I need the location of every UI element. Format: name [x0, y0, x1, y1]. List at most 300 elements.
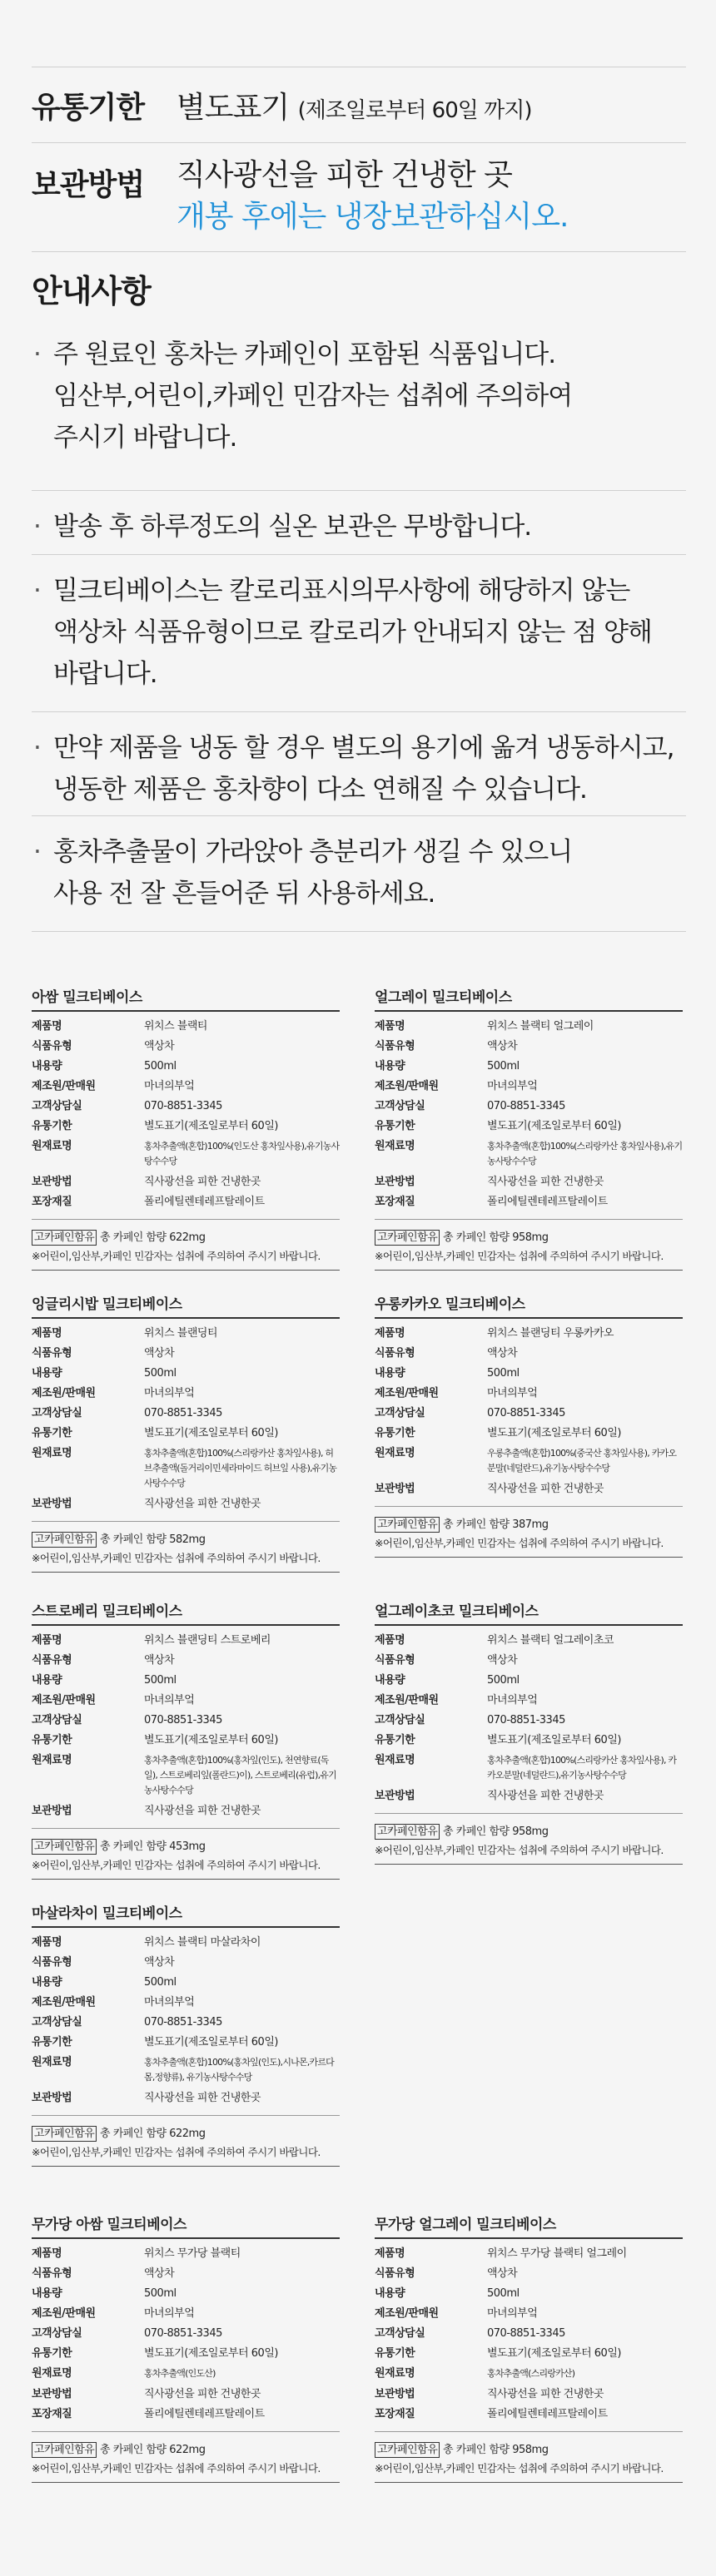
- spec-value: 별도표기(제조일로부터 60일): [487, 1427, 621, 1439]
- spec-row: [375, 1671, 683, 1691]
- spec-label: 식품유형: [375, 1347, 415, 1360]
- spec-row: [375, 1691, 683, 1711]
- guide-title: 안내사항: [32, 273, 151, 310]
- spec-value: 직사광선을 피한 건냉한곳: [487, 2388, 604, 2400]
- spec-label: 고객상담실: [32, 1714, 82, 1726]
- spec-value: 마녀의부엌: [487, 2307, 538, 2320]
- spec-value: 폴리에틸렌테레프탈레이트: [487, 1196, 608, 1208]
- spec-value: 액상차: [487, 1654, 518, 1667]
- spec-divider: [32, 1219, 340, 1220]
- product-card: [375, 2212, 683, 2483]
- spec-row: [375, 1384, 683, 1404]
- spec-row: [32, 1037, 340, 1057]
- bullet-dot: ·: [33, 733, 41, 763]
- spec-label: 내용량: [375, 2287, 405, 2300]
- spec-value: 마녀의부엌: [144, 1996, 195, 2009]
- spec-label: 원재료명: [32, 1754, 72, 1766]
- spec-value: 마녀의부엌: [144, 1387, 195, 1399]
- product-card: [32, 1901, 340, 2167]
- spec-value: 위치스 블랙티 얼그레이: [487, 1020, 594, 1033]
- caffeine-amount: 총 카페인 함량 453mg: [100, 1840, 206, 1853]
- spec-label: 내용량: [32, 1976, 62, 1989]
- spec-row: [375, 1172, 683, 1192]
- spec-value: 별도표기(제조일로부터 60일): [144, 1734, 278, 1746]
- spec-row: [32, 1384, 340, 1404]
- spec-row: [32, 1631, 340, 1651]
- spec-row: [32, 1057, 340, 1077]
- guide-note: [32, 816, 686, 931]
- spec-row: [32, 1097, 340, 1117]
- spec-value: 500ml: [144, 1060, 177, 1073]
- spec-row: [32, 1973, 340, 1993]
- spec-label: 제품명: [32, 1327, 62, 1340]
- caffeine-tag: 고카페인함유: [32, 1839, 97, 1855]
- spec-value: 500ml: [144, 2287, 177, 2300]
- spec-value: 위치스 블랙티 얼그레이초코: [487, 1634, 614, 1647]
- title-divider: [32, 2237, 340, 2239]
- title-divider: [375, 1317, 683, 1319]
- spec-row: [375, 1651, 683, 1671]
- spec-label: 식품유형: [375, 2267, 415, 2280]
- spec-value: 액상차: [144, 2267, 175, 2280]
- spec-row: [32, 1137, 340, 1172]
- spec-row: [32, 1711, 340, 1731]
- product-title: 잉글리시밥 밀크티베이스: [32, 1296, 182, 1313]
- caffeine-amount: 총 카페인 함량 387mg: [443, 1518, 549, 1531]
- spec-label: 제품명: [32, 1020, 62, 1033]
- caffeine-amount: 총 카페인 함량 622mg: [100, 2444, 206, 2456]
- spec-row: [32, 1172, 340, 1192]
- spec-value: 위치스 블랜딩티 스트로베리: [144, 1634, 271, 1647]
- spec-label: 내용량: [32, 2287, 62, 2300]
- spec-label: 제조원/판매원: [32, 1387, 96, 1399]
- spec-row: [32, 1933, 340, 1953]
- caffeine-info: [32, 2124, 340, 2142]
- spec-label: 식품유형: [32, 2267, 72, 2280]
- spec-label: 원재료명: [32, 1140, 72, 1152]
- spec-row: [32, 1404, 340, 1424]
- spec-value: 070-8851-3345: [144, 1407, 222, 1419]
- spec-label: 유통기한: [32, 2347, 72, 2360]
- spec-value: 마녀의부엌: [487, 1387, 538, 1399]
- expiry-value-text: 별도표기: [177, 91, 290, 125]
- spec-row: [32, 2324, 340, 2344]
- spec-value: 홍차추출액(스리랑카산): [487, 2368, 575, 2379]
- caffeine-warning: ※어린이,임산부,카페인 민감자는 섭취에 주의하여 주시기 바랍니다.: [375, 1535, 683, 1558]
- spec-row: [375, 2264, 683, 2284]
- spec-value: 홍차추출액(혼합)100%(홍차잎(인도),시나몬,카르다몸,정향류), 유기농사탕수수당: [144, 2057, 334, 2083]
- spec-label: 유통기한: [375, 2347, 415, 2360]
- spec-value: 직사광선을 피한 건냉한곳: [487, 1790, 604, 1802]
- caffeine-amount: 총 카페인 함량 958mg: [443, 2444, 549, 2456]
- spec-value: 070-8851-3345: [144, 1714, 222, 1726]
- spec-value: 위치스 무가당 블랙티 얼그레이: [487, 2247, 627, 2260]
- spec-label: 보관방법: [32, 1176, 72, 1188]
- spec-label: 고객상담실: [375, 2327, 425, 2340]
- spec-value: 별도표기(제조일로부터 60일): [144, 1427, 278, 1439]
- caffeine-info: [32, 1837, 340, 1855]
- spec-row: [375, 1751, 683, 1786]
- spec-table: [32, 1933, 340, 2108]
- spec-value: 500ml: [487, 1060, 520, 1073]
- bullet-dot: ·: [33, 339, 41, 369]
- product-title: 무가당 얼그레이 밀크티베이스: [375, 2217, 556, 2233]
- spec-value: 홍차추출액(혼합)100%(스리랑카산 홍차잎사용), 허브추출액(돌거리이민세라마이드 허브잎 사용),유기농사탕수수당: [144, 1448, 337, 1489]
- spec-row: [32, 1953, 340, 1973]
- spec-row: [32, 1117, 340, 1137]
- spec-divider: [375, 1219, 683, 1220]
- spec-value: 별도표기(제조일로부터 60일): [144, 2347, 278, 2360]
- spec-row: [375, 2344, 683, 2364]
- guide-note: [32, 491, 686, 554]
- spec-divider: [32, 2115, 340, 2116]
- spec-label: 유통기한: [375, 1427, 415, 1439]
- spec-label: 포장재질: [375, 2408, 415, 2420]
- spec-row: [32, 1324, 340, 1344]
- caffeine-info: [375, 1822, 683, 1840]
- title-divider: [375, 2237, 683, 2239]
- spec-value: 070-8851-3345: [144, 2327, 222, 2340]
- spec-value: 별도표기(제조일로부터 60일): [487, 2347, 621, 2360]
- spec-label: 제조원/판매원: [32, 1694, 96, 1707]
- spec-label: 원재료명: [375, 1447, 415, 1459]
- spec-label: 식품유형: [32, 1654, 72, 1667]
- spec-table: [32, 1017, 340, 1212]
- spec-table: [32, 2244, 340, 2425]
- spec-row: [375, 1404, 683, 1424]
- spec-row: [375, 1479, 683, 1499]
- spec-value: 액상차: [487, 1347, 518, 1360]
- product-card: [375, 1292, 683, 1558]
- spec-row: [375, 2244, 683, 2264]
- spec-row: [375, 1017, 683, 1037]
- caffeine-info: [375, 1228, 683, 1246]
- spec-row: [375, 1731, 683, 1751]
- product-title: 스트로베리 밀크티베이스: [32, 1603, 182, 1620]
- spec-value: 액상차: [487, 1040, 518, 1053]
- spec-row: [32, 2244, 340, 2264]
- spec-label: 원재료명: [32, 2056, 72, 2068]
- caffeine-amount: 총 카페인 함량 622mg: [100, 2128, 206, 2140]
- spec-row: [375, 1117, 683, 1137]
- spec-value: 별도표기(제조일로부터 60일): [487, 1734, 621, 1746]
- spec-table: [375, 2244, 683, 2425]
- caffeine-tag: 고카페인함유: [32, 2126, 97, 2142]
- spec-divider: [375, 1813, 683, 1814]
- spec-row: [32, 2088, 340, 2108]
- spec-value: 액상차: [487, 2267, 518, 2280]
- spec-divider: [32, 2431, 340, 2432]
- caffeine-tag: 고카페인함유: [375, 1824, 440, 1840]
- spec-value: 홍차추출액(혼합)100%(스리랑카산 홍차잎사용),유기농사탕수수당: [487, 1141, 683, 1167]
- spec-row: [32, 1671, 340, 1691]
- spec-value: 마녀의부엌: [144, 1080, 195, 1092]
- spec-row: [375, 1424, 683, 1444]
- spec-label: 내용량: [375, 1367, 405, 1380]
- caffeine-warning: ※어린이,임산부,카페인 민감자는 섭취에 주의하여 주시기 바랍니다.: [375, 2460, 683, 2483]
- guide-note-line: 홍차추출물이 가라앉아 층분리가 생길 수 있으니: [53, 837, 573, 867]
- spec-value: 마녀의부엌: [144, 1694, 195, 1707]
- spec-row: [32, 2053, 340, 2088]
- product-title: 아쌈 밀크티베이스: [32, 989, 142, 1006]
- guide-note-line: 발송 후 하루정도의 실온 보관은 무방합니다.: [53, 512, 532, 542]
- spec-row: [375, 1324, 683, 1344]
- spec-row: [32, 2304, 340, 2324]
- spec-label: 보관방법: [375, 1483, 415, 1495]
- spec-value: 액상차: [144, 1347, 175, 1360]
- product-title: 무가당 아쌈 밀크티베이스: [32, 2217, 186, 2233]
- spec-divider: [32, 1521, 340, 1522]
- spec-row: [375, 1057, 683, 1077]
- spec-label: 포장재질: [32, 2408, 72, 2420]
- spec-value: 위치스 블랙티 마살라차이: [144, 1936, 261, 1949]
- caffeine-warning: ※어린이,임산부,카페인 민감자는 섭취에 주의하여 주시기 바랍니다.: [32, 1248, 340, 1271]
- caffeine-amount: 총 카페인 함량 958mg: [443, 1825, 549, 1838]
- caffeine-tag: 고카페인함유: [32, 1230, 97, 1246]
- spec-value: 위치스 무가당 블랙티: [144, 2247, 241, 2260]
- guide-note-line: 냉동한 제품은 홍차향이 다소 연해질 수 있습니다.: [53, 775, 587, 805]
- spec-table: [375, 1631, 683, 1806]
- spec-value: 직사광선을 피한 건냉한곳: [144, 2388, 261, 2400]
- spec-value: 홍차추출액(혼합)100%(스리랑카산 홍차잎사용), 카카오분말(네덜란드),유기농사탕수수당: [487, 1755, 677, 1781]
- spec-value: 070-8851-3345: [144, 2016, 222, 2029]
- spec-value: 직사광선을 피한 건냉한곳: [144, 1176, 261, 1188]
- guide-note-line: 주 원료인 홍차는 카페인이 포함된 식품입니다.: [53, 339, 556, 369]
- spec-row: [32, 2385, 340, 2405]
- product-card: [375, 985, 683, 1271]
- title-divider: [32, 1624, 340, 1626]
- spec-label: 원재료명: [375, 2367, 415, 2380]
- spec-label: 제품명: [32, 2247, 62, 2260]
- spec-label: 보관방법: [32, 1805, 72, 1817]
- spec-row: [32, 1751, 340, 1801]
- spec-label: 제조원/판매원: [375, 1080, 439, 1092]
- bullet-dot: ·: [33, 512, 41, 542]
- spec-table: [375, 1017, 683, 1212]
- caffeine-warning: ※어린이,임산부,카페인 민감자는 섭취에 주의하여 주시기 바랍니다.: [375, 1248, 683, 1271]
- spec-value: 500ml: [487, 1674, 520, 1687]
- spec-value: 폴리에틸렌테레프탈레이트: [487, 2408, 608, 2420]
- spec-label: 제품명: [375, 2247, 405, 2260]
- product-card: [375, 1599, 683, 1865]
- spec-value: 500ml: [144, 1976, 177, 1989]
- title-divider: [375, 1624, 683, 1626]
- spec-label: 제조원/판매원: [375, 2307, 439, 2320]
- storage-row: [32, 143, 686, 251]
- spec-label: 제품명: [375, 1634, 405, 1647]
- spec-label: 식품유형: [375, 1654, 415, 1667]
- spec-row: [32, 1077, 340, 1097]
- spec-row: [32, 1801, 340, 1821]
- caffeine-warning: ※어린이,임산부,카페인 민감자는 섭취에 주의하여 주시기 바랍니다.: [32, 1550, 340, 1573]
- title-divider: [375, 1010, 683, 1012]
- spec-label: 제조원/판매원: [375, 1694, 439, 1707]
- expiry-note: (제조일로부터 60일 까지): [297, 98, 532, 123]
- spec-row: [32, 1731, 340, 1751]
- spec-row: [32, 2284, 340, 2304]
- spec-value: 직사광선을 피한 건냉한곳: [144, 1498, 261, 1510]
- spec-label: 포장재질: [32, 1196, 72, 1208]
- expiry-row: [32, 67, 686, 142]
- spec-table: [375, 1324, 683, 1499]
- spec-label: 제조원/판매원: [32, 1080, 96, 1092]
- product-card: [32, 1599, 340, 1880]
- spec-value: 500ml: [487, 1367, 520, 1380]
- spec-row: [32, 1364, 340, 1384]
- spec-label: 내용량: [375, 1060, 405, 1073]
- guide-note: [32, 319, 686, 490]
- spec-label: 원재료명: [375, 1140, 415, 1152]
- caffeine-info: [32, 2440, 340, 2458]
- spec-value: 직사광선을 피한 건냉한곳: [144, 2092, 261, 2104]
- spec-label: 내용량: [32, 1367, 62, 1380]
- spec-row: [32, 1444, 340, 1494]
- spec-value: 홍차추출액(인도산): [144, 2368, 216, 2379]
- spec-row: [375, 1137, 683, 1172]
- spec-value: 마녀의부엌: [487, 1694, 538, 1707]
- spec-label: 고객상담실: [375, 1407, 425, 1419]
- caffeine-warning: ※어린이,임산부,카페인 민감자는 섭취에 주의하여 주시기 바랍니다.: [32, 2460, 340, 2483]
- spec-table: [32, 1324, 340, 1514]
- spec-value: 070-8851-3345: [487, 1100, 565, 1112]
- spec-label: 유통기한: [375, 1734, 415, 1746]
- spec-row: [375, 1192, 683, 1212]
- guide-note: [32, 555, 686, 711]
- storage-line2: 개봉 후에는 냉장보관하십시오.: [177, 200, 569, 234]
- spec-label: 제품명: [375, 1327, 405, 1340]
- spec-row: [32, 2405, 340, 2425]
- storage-value: [177, 155, 568, 251]
- spec-label: 보관방법: [375, 1176, 415, 1188]
- spec-row: [32, 1344, 340, 1364]
- spec-value: 홍차추출액(혼합)100%(홍차잎(인도), 천연향료(독일), 스트로베리잎(폴란드)이), 스트로베리(유럽),유기농사탕수수당: [144, 1755, 336, 1796]
- spec-row: [32, 1017, 340, 1037]
- spec-row: [32, 2264, 340, 2284]
- spec-row: [375, 2304, 683, 2324]
- spec-divider: [375, 2431, 683, 2432]
- spec-label: 내용량: [32, 1674, 62, 1687]
- spec-row: [375, 2405, 683, 2425]
- spec-row: [32, 1424, 340, 1444]
- spec-label: 고객상담실: [32, 2016, 82, 2029]
- spec-label: 보관방법: [32, 2092, 72, 2104]
- expiry-value: [177, 84, 532, 142]
- spec-value: 폴리에틸렌테레프탈레이트: [144, 2408, 265, 2420]
- spec-row: [32, 2364, 340, 2385]
- spec-label: 보관방법: [375, 2388, 415, 2400]
- spec-label: 보관방법: [375, 1790, 415, 1802]
- spec-row: [375, 2324, 683, 2344]
- spec-value: 위치스 블랜딩티: [144, 1327, 218, 1340]
- spec-label: 식품유형: [32, 1956, 72, 1969]
- spec-value: 별도표기(제조일로부터 60일): [487, 1120, 621, 1132]
- spec-row: [375, 2364, 683, 2385]
- product-card: [32, 2212, 340, 2483]
- spec-divider: [32, 1828, 340, 1829]
- spec-label: 식품유형: [32, 1040, 72, 1053]
- spec-value: 500ml: [144, 1367, 177, 1380]
- spec-row: [32, 1993, 340, 2013]
- spec-row: [375, 1711, 683, 1731]
- guide-note: [32, 712, 686, 815]
- spec-row: [375, 1786, 683, 1806]
- spec-label: 제품명: [375, 1020, 405, 1033]
- spec-label: 제조원/판매원: [375, 1387, 439, 1399]
- spec-label: 보관방법: [32, 1498, 72, 1510]
- spec-value: 위치스 블랜딩티 우롱카카오: [487, 1327, 614, 1340]
- guide-note-line: 바랍니다.: [53, 659, 157, 689]
- guide-notes: [32, 319, 686, 932]
- storage-line1: 직사광선을 피한 건냉한 곳: [177, 158, 512, 192]
- spec-value: 액상차: [144, 1956, 175, 1969]
- spec-table: [32, 1631, 340, 1821]
- caffeine-tag: 고카페인함유: [32, 2442, 97, 2458]
- caffeine-amount: 총 카페인 함량 582mg: [100, 1533, 206, 1546]
- spec-label: 제조원/판매원: [32, 1996, 96, 2009]
- guide-note-line: 사용 전 잘 흔들어준 뒤 사용하세요.: [53, 879, 435, 909]
- spec-row: [375, 1444, 683, 1479]
- spec-value: 위치스 블랙티: [144, 1020, 207, 1033]
- title-divider: [32, 1926, 340, 1928]
- spec-label: 식품유형: [375, 1040, 415, 1053]
- spec-row: [375, 2284, 683, 2304]
- product-card: [32, 985, 340, 1271]
- spec-row: [375, 1364, 683, 1384]
- storage-label: 보관방법: [32, 168, 145, 202]
- spec-label: 내용량: [375, 1674, 405, 1687]
- caffeine-warning: ※어린이,임산부,카페인 민감자는 섭취에 주의하여 주시기 바랍니다.: [32, 2144, 340, 2167]
- spec-value: 070-8851-3345: [487, 1407, 565, 1419]
- product-title: 마살라차이 밀크티베이스: [32, 1905, 182, 1922]
- info-section: [32, 67, 686, 932]
- spec-value: 070-8851-3345: [144, 1100, 222, 1112]
- title-divider: [32, 1317, 340, 1319]
- spec-value: 직사광선을 피한 건냉한곳: [487, 1483, 604, 1495]
- spec-label: 원재료명: [375, 1754, 415, 1766]
- caffeine-amount: 총 카페인 함량 958mg: [443, 1231, 549, 1244]
- spec-row: [375, 1097, 683, 1117]
- spec-value: 별도표기(제조일로부터 60일): [144, 1120, 278, 1132]
- spec-label: 내용량: [32, 1060, 62, 1073]
- spec-row: [375, 1344, 683, 1364]
- spec-label: 유통기한: [32, 1120, 72, 1132]
- spec-row: [375, 1631, 683, 1651]
- spec-label: 유통기한: [375, 1120, 415, 1132]
- spec-value: 별도표기(제조일로부터 60일): [144, 2036, 278, 2048]
- spec-row: [375, 2385, 683, 2405]
- spec-row: [375, 1037, 683, 1057]
- spec-label: 제품명: [32, 1634, 62, 1647]
- caffeine-info: [32, 1530, 340, 1548]
- caffeine-tag: 고카페인함유: [375, 1230, 440, 1246]
- spec-value: 직사광선을 피한 건냉한곳: [487, 1176, 604, 1188]
- spec-value: 500ml: [144, 1674, 177, 1687]
- caffeine-info: [375, 1515, 683, 1533]
- spec-value: 070-8851-3345: [487, 1714, 565, 1726]
- divider: [32, 931, 686, 932]
- caffeine-info: [32, 1228, 340, 1246]
- caffeine-tag: 고카페인함유: [375, 2442, 440, 2458]
- spec-row: [32, 1691, 340, 1711]
- spec-row: [32, 1192, 340, 1212]
- guide-note-line: 밀크티베이스는 칼로리표시의무사항에 해당하지 않는: [53, 576, 630, 606]
- spec-row: [32, 2344, 340, 2364]
- bullet-dot: ·: [33, 576, 41, 606]
- spec-label: 고객상담실: [375, 1100, 425, 1112]
- spec-value: 우롱추출액(혼합)100%(중국산 홍차잎사용), 카카오분말(네덜란드),유기농사탕수수당: [487, 1448, 677, 1474]
- caffeine-tag: 고카페인함유: [32, 1532, 97, 1548]
- caffeine-warning: ※어린이,임산부,카페인 민감자는 섭취에 주의하여 주시기 바랍니다.: [32, 1857, 340, 1880]
